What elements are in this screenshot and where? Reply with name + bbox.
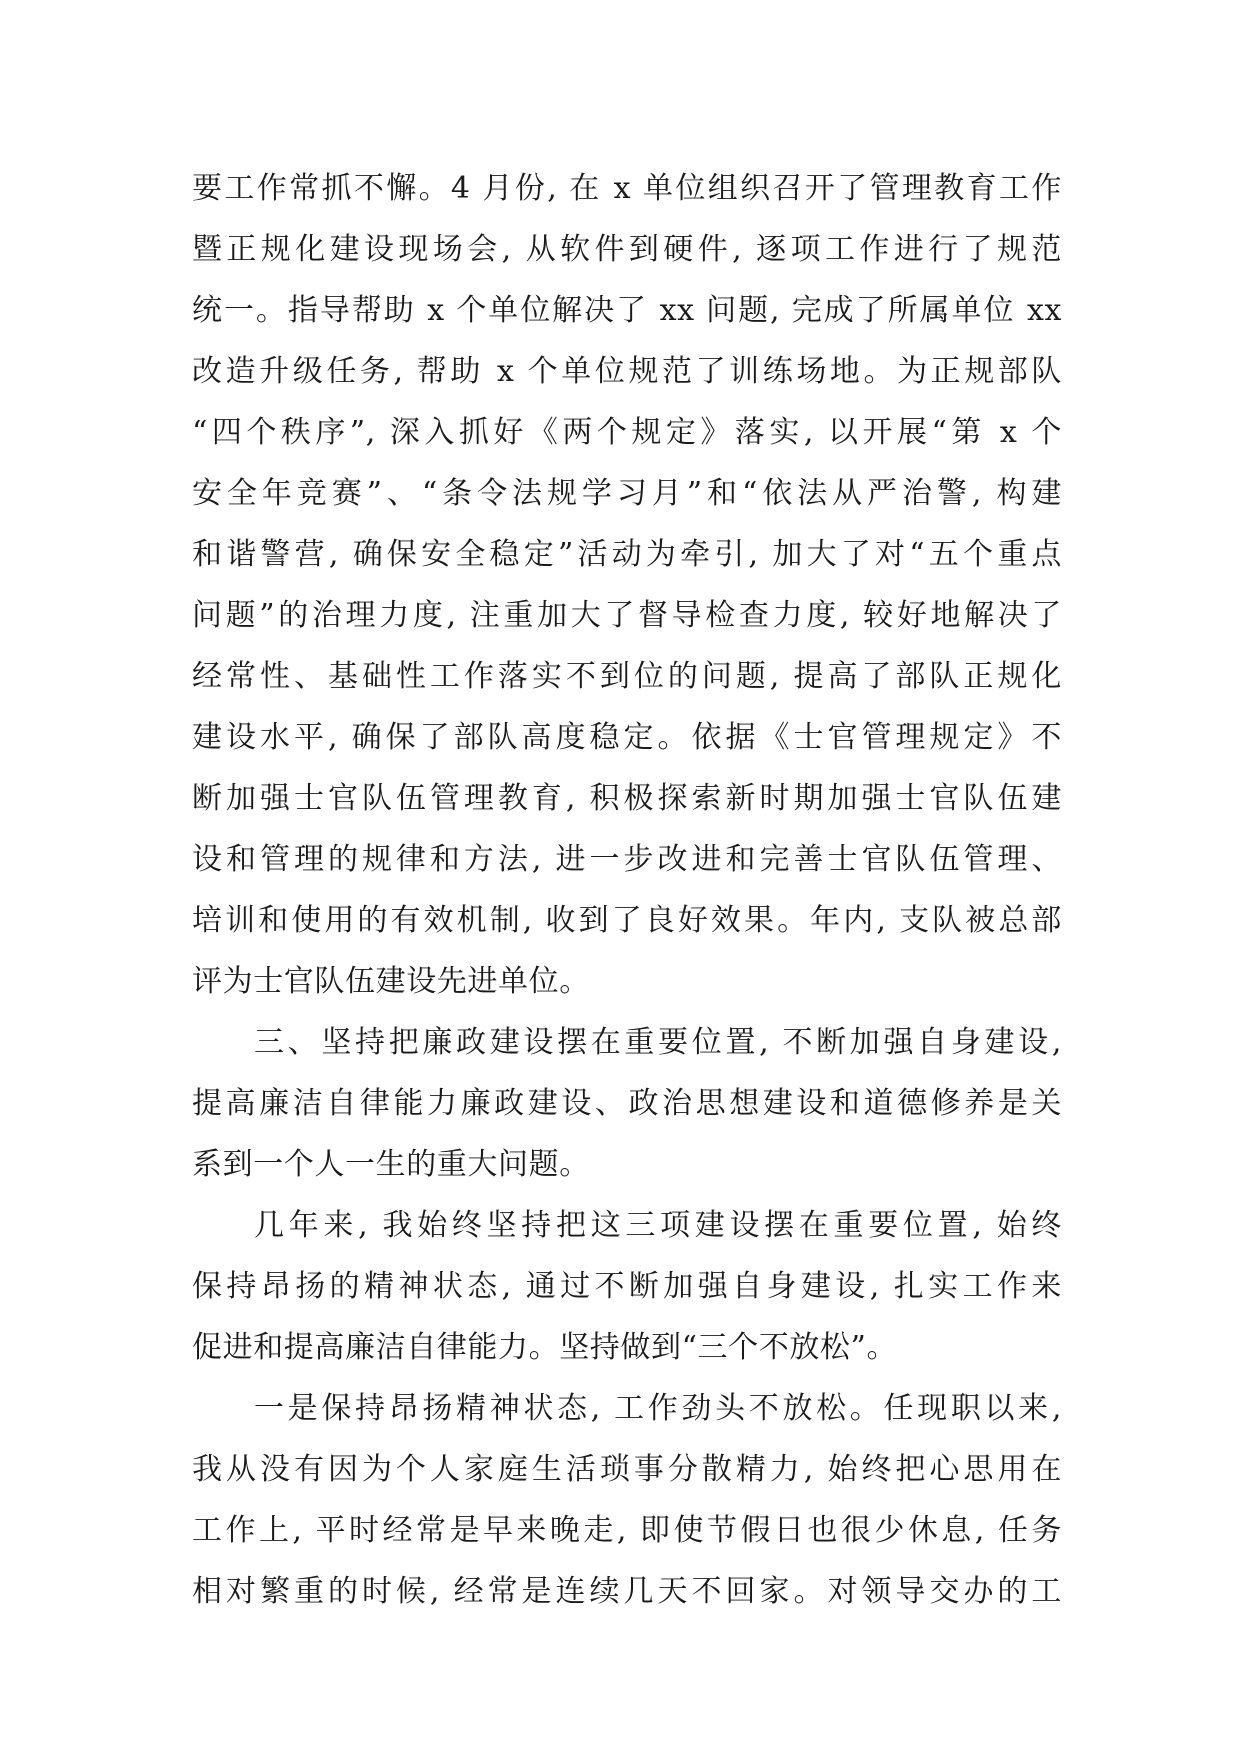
text-line: 经常性、基础性工作落实不到位的问题, 提高了部队正规化 xyxy=(192,659,1062,694)
text-line: 我从没有因为个人家庭生活琐事分散精力, 始终把心思用在 xyxy=(192,1452,1062,1487)
text-line: 安全年竞赛”、“条令法规学习月”和“依法从严治警, 构建 xyxy=(192,476,1062,511)
text-line: 相对繁重的时候, 经常是连续几天不回家。对领导交办的工 xyxy=(192,1574,1062,1609)
body-text xyxy=(192,158,1062,1622)
text-line: 工作上, 平时经常是早来晚走, 即使节假日也很少休息, 任务 xyxy=(192,1513,1062,1548)
text-line: 问题”的治理力度, 注重加大了督导检查力度, 较好地解决了 xyxy=(192,598,1062,633)
text-line: 促进和提高廉洁自律能力。坚持做到“三个不放松”。 xyxy=(192,1330,898,1365)
text-line: 统一。指导帮助 x 个单位解决了 xx 问题, 完成了所属单位 xx xyxy=(192,293,1062,328)
text-line: 评为士官队伍建设先进单位。 xyxy=(192,964,590,999)
text-line: 断加强士官队伍管理教育, 积极探索新时期加强士官队伍建 xyxy=(192,781,1062,816)
text-line: 设和管理的规律和方法, 进一步改进和完善士官队伍管理、 xyxy=(192,842,1062,877)
text-line: 三、坚持把廉政建设摆在重要位置, 不断加强自身建设, xyxy=(254,1025,1062,1060)
text-line: “四个秩序”, 深入抓好《两个规定》落实, 以开展“第 x 个 xyxy=(192,415,1062,450)
text-line: 和谐警营, 确保安全稳定”活动为牵引, 加大了对“五个重点 xyxy=(192,537,1062,572)
text-line: 暨正规化建设现场会, 从软件到硬件, 逐项工作进行了规范 xyxy=(192,232,1062,267)
text-line: 建设水平, 确保了部队高度稳定。依据《士官管理规定》不 xyxy=(192,720,1062,755)
text-line: 培训和使用的有效机制, 收到了良好效果。年内, 支队被总部 xyxy=(192,903,1062,938)
text-line: 系到一个人一生的重大问题。 xyxy=(192,1147,590,1182)
text-line: 要工作常抓不懈。4 月份, 在 x 单位组织召开了管理教育工作 xyxy=(192,171,1062,206)
text-line: 保持昂扬的精神状态, 通过不断加强自身建设, 扎实工作来 xyxy=(192,1269,1062,1304)
text-line: 提高廉洁自律能力廉政建设、政治思想建设和道德修养是关 xyxy=(192,1086,1062,1121)
text-line: 几年来, 我始终坚持把这三项建设摆在重要位置, 始终 xyxy=(254,1208,1062,1243)
text-line: 一是保持昂扬精神状态, 工作劲头不放松。任现职以来, xyxy=(254,1391,1062,1426)
text-line: 改造升级任务, 帮助 x 个单位规范了训练场地。为正规部队 xyxy=(192,354,1062,389)
